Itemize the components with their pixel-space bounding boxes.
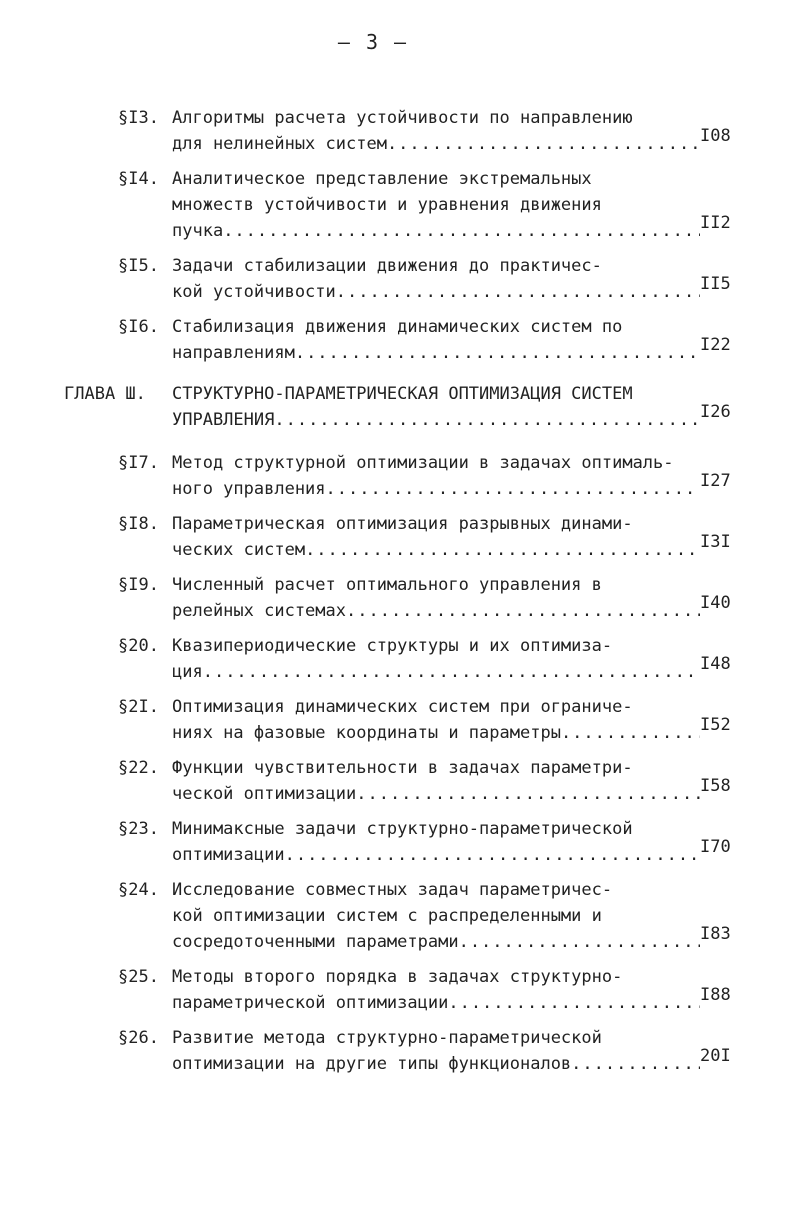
toc-entry-title-text: ческих систем <box>172 540 306 560</box>
toc-entry-title-line <box>172 476 700 502</box>
toc-entry-title-line <box>172 990 700 1016</box>
toc-entry-title-line: Методы второго порядка в задачах структурно- <box>172 967 623 987</box>
dot-leader <box>387 131 700 157</box>
toc-entry-title-text: ниях на фазовые координаты и параметры <box>172 723 561 743</box>
toc-entry-title-line: Функции чувствительности в задачах параметри- <box>172 758 633 778</box>
toc-entry-number: §I8. <box>118 514 159 534</box>
toc-entry-page-number: I83 <box>700 924 731 944</box>
toc-entry-title-line <box>172 218 700 244</box>
toc-entry-page-number: II5 <box>700 274 731 294</box>
toc-entry-title-line: Задачи стабилизации движения до практичес- <box>172 256 602 276</box>
toc-entry-title-line: Аналитическое представление экстремальных <box>172 169 592 189</box>
dot-leader <box>459 929 700 955</box>
dot-leader <box>326 476 700 502</box>
dot-leader <box>571 1051 700 1077</box>
toc-entry-title-line: Исследование совместных задач параметричес- <box>172 880 613 900</box>
toc-entry-title-line <box>172 340 700 366</box>
toc-entry-number: §2I. <box>118 697 159 717</box>
toc-entry-title-line <box>172 842 700 868</box>
toc-entry-title-line <box>172 659 700 685</box>
dot-leader <box>285 842 700 868</box>
dot-leader <box>346 598 700 624</box>
toc-entry-page-number: I08 <box>700 126 731 146</box>
toc-entry-title-line: Развитие метода структурно-параметрической <box>172 1028 602 1048</box>
toc-entry-title-line: Стабилизация движения динамических систем по <box>172 317 623 337</box>
toc-entry-page-number: I26 <box>700 402 731 422</box>
toc-entry-page-number: I58 <box>700 776 731 796</box>
toc-entry-number: §I3. <box>118 108 159 128</box>
toc-entry-title-text: кой устойчивости <box>172 282 336 302</box>
toc-entry-title-text: УПРАВЛЕНИЯ <box>172 410 275 430</box>
dot-leader <box>223 218 700 244</box>
dot-leader <box>274 407 700 433</box>
dot-leader <box>561 720 700 746</box>
toc-entry-number: §23. <box>118 819 159 839</box>
toc-entry-number: §I4. <box>118 169 159 189</box>
toc-entry-number: §24. <box>118 880 159 900</box>
page-number: – 3 – <box>337 30 409 54</box>
toc-entry-title-line <box>172 781 700 807</box>
toc-entry-title-line: кой оптимизации систем с распределенными и <box>172 906 602 926</box>
toc-entry-page-number: I22 <box>700 335 731 355</box>
toc-entry-title-text: параметрической оптимизации <box>172 993 449 1013</box>
dot-leader <box>336 279 700 305</box>
toc-entry-page-number: I3I <box>700 532 731 552</box>
toc-entry-number: §I9. <box>118 575 159 595</box>
dot-leader <box>448 990 700 1016</box>
toc-entry-page-number: I70 <box>700 837 731 857</box>
toc-entry-title-text: ного управления <box>172 479 326 499</box>
toc-entry-page-number: I40 <box>700 593 731 613</box>
toc-entry-page-number: I52 <box>700 715 731 735</box>
toc-entry-title-line: множеств устойчивости и уравнения движения <box>172 195 602 215</box>
toc-entry-title-line: Метод структурной оптимизации в задачах оптималь- <box>172 453 674 473</box>
toc-entry-number: §I7. <box>118 453 159 473</box>
toc-entry-page-number: II2 <box>700 213 731 233</box>
dot-leader <box>203 659 700 685</box>
toc-entry-title-line <box>172 598 700 624</box>
toc-entry-number: §I5. <box>118 256 159 276</box>
toc-entry-page-number: I27 <box>700 471 731 491</box>
toc-entry-page-number: I48 <box>700 654 731 674</box>
toc-entry-page-number: I88 <box>700 985 731 1005</box>
toc-entry-title-line: Минимаксные задачи структурно-параметрической <box>172 819 633 839</box>
toc-entry-title-text: ческой оптимизации <box>172 784 357 804</box>
toc-entry-title-line: Численный расчет оптимального управления в <box>172 575 602 595</box>
toc-entry-title-line: СТРУКТУРНО-ПАРАМЕТРИЧЕСКАЯ ОПТИМИЗАЦИЯ СИСТЕМ <box>172 384 633 404</box>
toc-entry-title-line <box>172 720 700 746</box>
toc-entry-title-text: для нелинейных систем <box>172 134 387 154</box>
toc-entry-number: §26. <box>118 1028 159 1048</box>
toc-entry-title-text: оптимизации на другие типы функционалов <box>172 1054 572 1074</box>
dot-leader <box>295 340 700 366</box>
toc-entry-title-text: сосредоточенными параметрами <box>172 932 459 952</box>
toc-entry-title-line <box>172 929 700 955</box>
toc-entry-number: §I6. <box>118 317 159 337</box>
toc-entry-title-text: релейных системах <box>172 601 346 621</box>
toc-entry-title-line <box>172 407 700 433</box>
toc-entry-title-line: Квазипериодические структуры и их оптимиза- <box>172 636 613 656</box>
toc-entry-title-text: направлениям <box>172 343 295 363</box>
toc-entry-title-line: Оптимизация динамических систем при ограниче- <box>172 697 633 717</box>
toc-entry-number: §20. <box>118 636 159 656</box>
toc-entry-title-line <box>172 1051 700 1077</box>
toc-entry-title-line <box>172 279 700 305</box>
toc-entry-title-line: Алгоритмы расчета устойчивости по направлению <box>172 108 633 128</box>
toc-entry-page-number: 20I <box>700 1046 731 1066</box>
toc-entry-title-line <box>172 131 700 157</box>
toc-entry-number: §22. <box>118 758 159 778</box>
toc-entry-title-line <box>172 537 700 563</box>
dot-leader <box>356 781 700 807</box>
toc-entry-title-text: пучка <box>172 221 224 241</box>
toc-entry-number: §25. <box>118 967 159 987</box>
toc-entry-title-text: оптимизации <box>172 845 285 865</box>
toc-entry-title-text: ция <box>172 662 203 682</box>
toc-entry-number: ГЛАВА Ш. <box>64 384 146 404</box>
dot-leader <box>305 537 700 563</box>
toc-entry-title-line: Параметрическая оптимизация разрывных динами- <box>172 514 633 534</box>
